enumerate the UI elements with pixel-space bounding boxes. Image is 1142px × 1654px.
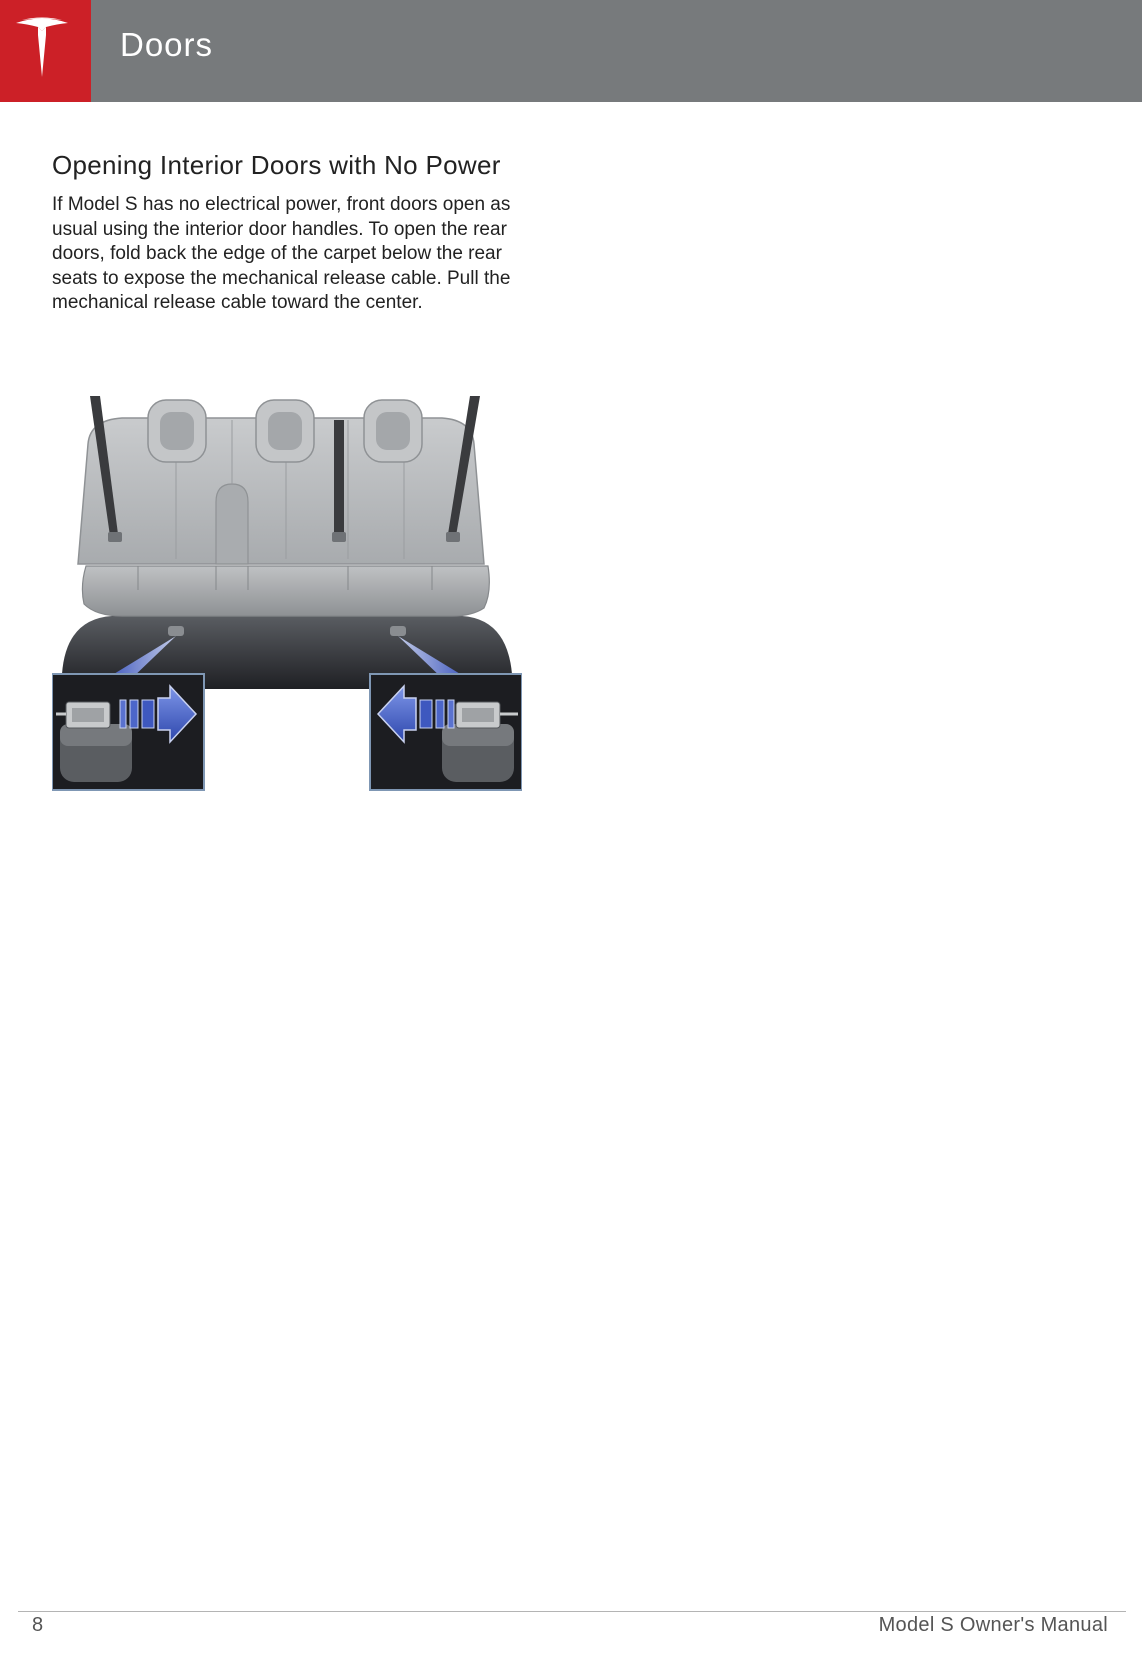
section-title: Doors: [120, 26, 214, 63]
callout-left: [52, 674, 204, 790]
seat-cushion: [82, 566, 489, 616]
seatbelt-center: [334, 420, 344, 534]
cable-tab-right: [390, 626, 406, 636]
footer-divider: [18, 1611, 1126, 1612]
manual-name: Model S Owner's Manual: [878, 1614, 1108, 1636]
main-content: [52, 150, 522, 316]
rear-seat-release-cable-illustration: [52, 394, 522, 794]
tesla-logo-icon: [12, 15, 72, 79]
page-number: 8: [32, 1614, 44, 1636]
logo-container: [0, 0, 91, 102]
headrest-right: [364, 400, 422, 462]
headrest-left: [148, 400, 206, 462]
callout-right: [370, 674, 522, 790]
cable-tab-left: [168, 626, 184, 636]
page-header: [0, 0, 1142, 102]
section-heading: Opening Interior Doors with No Power: [52, 150, 501, 180]
headrest-center: [256, 400, 314, 462]
instruction-paragraph: If Model S has no electrical power, front doors open as usual using the interior door handles. To open the rear doors, fold back the edge of the carpet below the rear seats to expose the mechanical release cable. Pull the mechanical release cable toward the center.: [52, 194, 511, 313]
illustration-svg: [52, 394, 522, 794]
